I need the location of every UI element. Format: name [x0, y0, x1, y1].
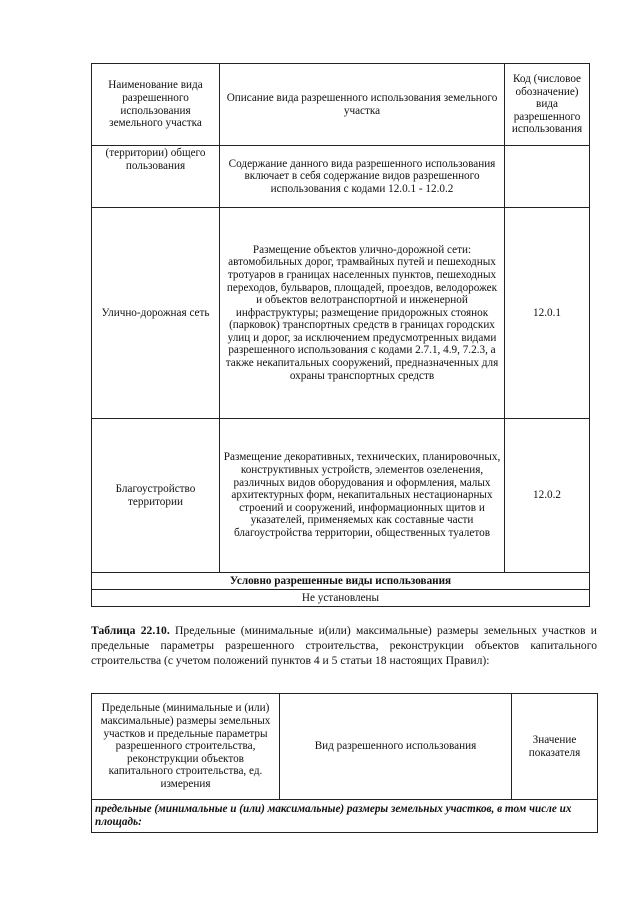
section-row-label: предельные (минимальные и (или) максимальные) размеры земельных участков, в том числе их площадь:: [92, 800, 598, 833]
header-use: Вид разрешенного использования: [280, 694, 512, 800]
table-row: [92, 146, 590, 208]
row-description: Содержание данного вида разрешенного использования включает в себя содержание видов разрешенного использования с кодами 12.0.1 - 12.0.2: [220, 146, 505, 208]
row-code: 12.0.2: [505, 419, 590, 573]
table-caption: [91, 624, 597, 668]
header-description: Описание вида разрешенного использования земельного участка: [220, 64, 505, 146]
caption-text: Предельные (минимальные и(или) максимальные) размеры земельных участков и предельные параметры разрешенного строительства, реконструкции объектов капитального строительства (с учетом положений пунктов 4 и 5 статьи 18 настоящих Правил):: [91, 624, 598, 667]
conditional-value: Не установлены: [92, 590, 590, 607]
header-value: Значение показателя: [512, 694, 598, 800]
row-name: Улично-дорожная сеть: [92, 208, 220, 419]
section-row: [92, 800, 598, 833]
table-header-row: [92, 694, 598, 800]
table-header-row: [92, 64, 590, 146]
caption-label: Таблица 22.10.: [91, 624, 170, 637]
row-code: 12.0.1: [505, 208, 590, 419]
permitted-use-table: [91, 63, 590, 607]
table-row: [92, 208, 590, 419]
conditional-heading: Условно разрешенные виды использования: [92, 573, 590, 590]
row-code: [505, 146, 590, 208]
row-name: (территории) общего пользования: [92, 146, 220, 208]
conditional-value-row: [92, 590, 590, 607]
row-description: Размещение декоративных, технических, планировочных, конструктивных устройств, элементов озеленения, различных видов оборудования и оформления, малых архитектурных форм, некапитальных нестационарных строений и сооружений, информационных щитов и указателей, применяемых как составные части благоустройства территории, общественных туалетов: [220, 419, 505, 573]
row-name: Благоустройство территории: [92, 419, 220, 573]
row-description: Размещение объектов улично-дорожной сети: автомобильных дорог, трамвайных путей и пешеходных тротуаров в границах населенных пунктов, пешеходных переходов, бульваров, площадей, проездов, велодорожек и объектов велотранспортной и инженерной инфраструктуры; размещение придорожных стоянок (парковок) транспортных средств в границах городских улиц и дорог, за исключением предусмотренных видами разрешенного использования с кодами 2.7.1, 4.9, 7.2.3, а также некапитальных сооружений, предназначенных для охраны транспортных средств: [220, 208, 505, 419]
parameters-table: [91, 693, 598, 833]
header-code: Код (числовое обозначение) вида разрешенного использования: [505, 64, 590, 146]
table-row: [92, 419, 590, 573]
header-name: Наименование вида разрешенного использования земельного участка: [92, 64, 220, 146]
header-params: Предельные (минимальные и (или) максимальные) размеры земельных участков и предельные параметры разрешенного строительства, реконструкции объектов капитального строительства, ед. измерения: [92, 694, 280, 800]
conditional-heading-row: [92, 573, 590, 590]
